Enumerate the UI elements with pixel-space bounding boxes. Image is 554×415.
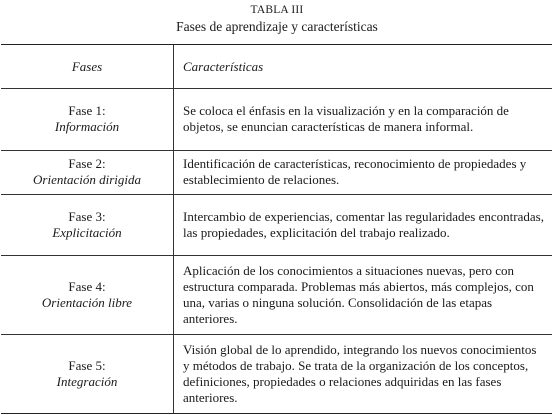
phase-name: Orientación dirigida (33, 172, 141, 188)
phase-number: Fase 5: (68, 358, 106, 374)
phase-description: Intercambio de experiencias, comentar las regularidades encontradas, las propiedades, explicitación del trabajo realizado. (174, 194, 553, 256)
phase-number: Fase 1: (68, 103, 106, 119)
phases-table (1, 44, 552, 414)
table-row (1, 150, 552, 194)
phase-number: Fase 3: (68, 209, 106, 225)
table-row (1, 89, 552, 151)
phase-cell (1, 194, 174, 256)
header-phases: Fases (1, 45, 174, 89)
phase-number: Fase 4: (68, 279, 106, 295)
phase-description: Se coloca el énfasis en la visualización y en la comparación de objetos, se enuncian características de manera informal. (174, 89, 553, 151)
phase-cell (1, 335, 174, 414)
table-row (1, 194, 552, 256)
header-characteristics: Características (174, 45, 553, 89)
phase-cell (1, 150, 174, 194)
table-number: TABLA III (250, 4, 304, 16)
phase-description: Visión global de lo aprendido, integrando los nuevos conocimientos y métodos de trabajo. Se trata de la organización de los conceptos, definiciones, propiedades o relaciones adquiridas en las fases anteriores. (174, 335, 553, 414)
table-title: Fases de aprendizaje y características (176, 19, 378, 34)
table-header-row (1, 45, 552, 89)
phase-name: Orientación libre (41, 295, 133, 311)
phase-name: Explicitación (52, 225, 122, 241)
phase-description: Identificación de características, reconocimiento de propiedades y establecimiento de relaciones. (174, 150, 553, 194)
phase-name: Integración (56, 374, 118, 390)
phase-number: Fase 2: (68, 156, 106, 172)
phase-cell (1, 89, 174, 151)
phase-name: Información (54, 119, 120, 135)
phase-cell (1, 256, 174, 335)
table-row (1, 335, 552, 414)
table-row (1, 256, 552, 335)
phase-description: Aplicación de los conocimientos a situaciones nuevas, pero con estructura comparada. Problemas más abiertos, más complejos, con una, varias o ninguna solución. Consolidación de las etapas anteriores. (174, 256, 553, 335)
